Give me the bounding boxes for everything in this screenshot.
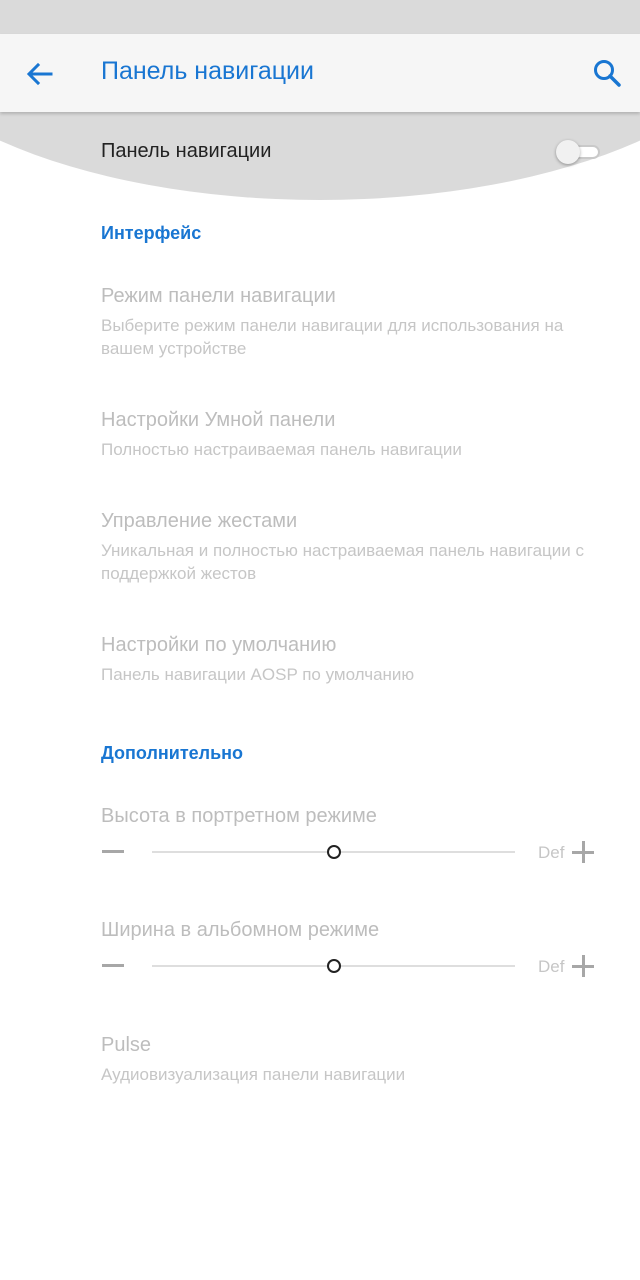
- pref-landscape-width: [101, 919, 621, 942]
- search-icon[interactable]: [590, 56, 624, 90]
- pref-title: Режим панели навигации: [101, 285, 336, 307]
- app-bar: [0, 34, 640, 112]
- pref-summary: Выберите режим панели навигации для использования на вашем устройстве: [101, 316, 564, 358]
- slider-thumb[interactable]: [327, 959, 341, 973]
- pref-portrait-height: [101, 805, 621, 828]
- minus-icon[interactable]: [102, 850, 124, 853]
- toggle-thumb: [556, 140, 580, 164]
- pref-pulse[interactable]: [101, 1034, 621, 1086]
- landscape-width-slider-row: [0, 951, 640, 981]
- pref-title: Ширина в альбомном режиме: [101, 919, 380, 941]
- plus-icon[interactable]: [572, 955, 594, 977]
- plus-icon[interactable]: [572, 841, 594, 863]
- master-switch-row[interactable]: [0, 112, 640, 197]
- master-switch-label: Панель навигации: [101, 140, 272, 162]
- pref-gestures[interactable]: [101, 510, 621, 585]
- pref-title: Pulse: [101, 1034, 152, 1056]
- master-toggle-switch[interactable]: [556, 138, 604, 166]
- pref-summary: Аудиовизуализация панели навигации: [101, 1065, 406, 1084]
- minus-icon[interactable]: [102, 964, 124, 967]
- pref-title: Настройки по умолчанию: [101, 634, 337, 656]
- section-header-advanced: Дополнительно: [101, 743, 244, 763]
- back-arrow-icon[interactable]: [24, 58, 56, 90]
- pref-title: Высота в портретном режиме: [101, 805, 377, 827]
- portrait-height-slider-row: [0, 837, 640, 867]
- slider-value: Def: [538, 843, 565, 862]
- pref-summary: Панель навигации AOSP по умолчанию: [101, 665, 415, 684]
- pref-summary: Уникальная и полностью настраиваемая панель навигации с поддержкой жестов: [101, 541, 585, 583]
- pref-navbar-mode[interactable]: [101, 285, 621, 360]
- slider-thumb[interactable]: [327, 845, 341, 859]
- pref-defaults[interactable]: [101, 634, 621, 686]
- pref-smart-bar[interactable]: [101, 409, 621, 461]
- pref-title: Управление жестами: [101, 510, 298, 532]
- pref-summary: Полностью настраиваемая панель навигации: [101, 440, 462, 459]
- page-title: Панель навигации: [101, 57, 314, 85]
- section-header-interface: Интерфейс: [101, 223, 202, 243]
- pref-title: Настройки Умной панели: [101, 409, 336, 431]
- slider-value: Def: [538, 957, 565, 976]
